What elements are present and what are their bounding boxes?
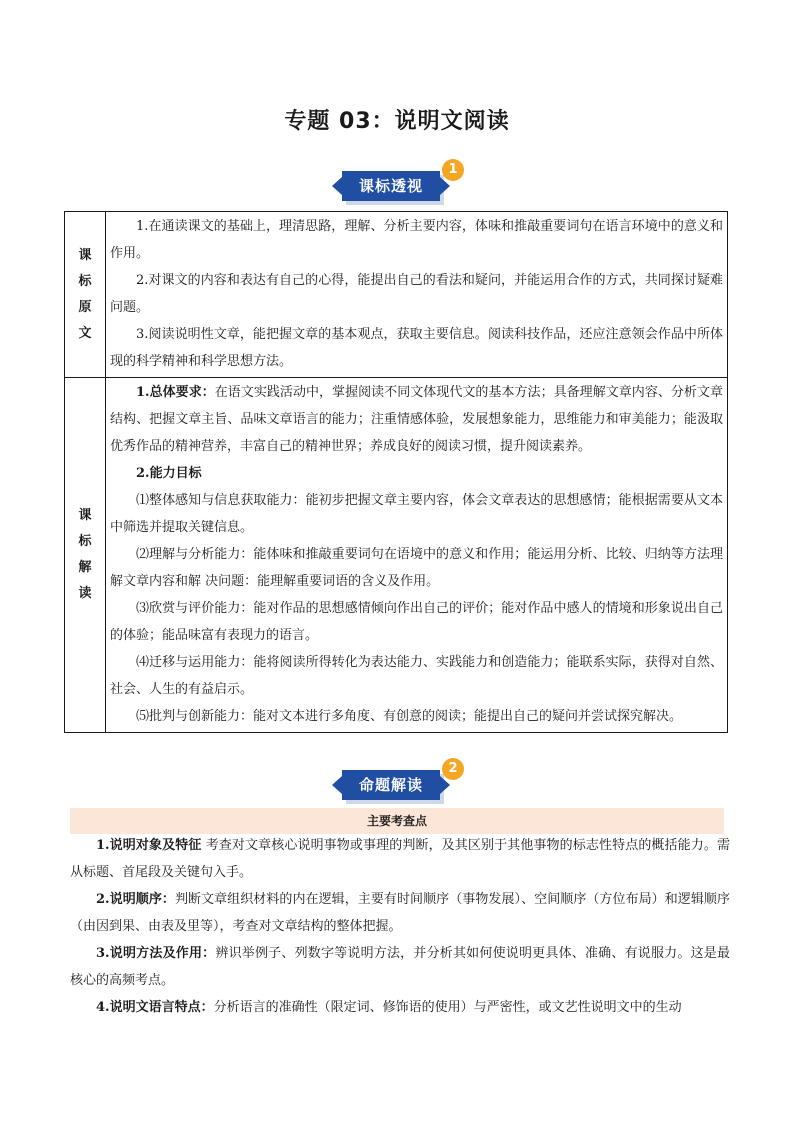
section-badge-2 bbox=[342, 761, 462, 804]
label-char: 文 bbox=[78, 325, 92, 341]
table-row bbox=[65, 212, 728, 378]
section-badge-2-number: 2 bbox=[442, 758, 464, 780]
key-point-text: 辨识举例子、列数字等说明方法，并分析其如何使说明更具体、准确、有说服力。这是最核心的高频考点。 bbox=[70, 946, 730, 988]
ability-item: ⑸批判与创新能力：能对文本进行多角度、有创意的阅读；能提出自己的疑问并尝试探究解决。 bbox=[136, 709, 683, 724]
key-point-title: 1.说明对象及特征 bbox=[96, 838, 202, 853]
page-title: 专题 03：说明文阅读 bbox=[284, 109, 510, 134]
ability-item: ⑶欣赏与评价能力：能对作品的思想感情倾向作出自己的评价；能对作品中感人的情境和形象说出自己的体验；能品味富有表现力的语言。 bbox=[110, 601, 723, 643]
paragraph-text: 在语文实践活动中，掌握阅读不同文体现代文的基本方法；具备理解文章内容、分析文章结构、把握文章主旨、品味文章语言的能力；注重情感体验，发展想象能力，思维能力和审美能力；能汲取优秀作品的精神营养，丰富自己的精神世界；养成良好的阅读习惯，提升阅读素养。 bbox=[110, 385, 723, 454]
key-point-title: 4.说明文语言特点： bbox=[96, 1000, 214, 1015]
key-point-text: 考查对文章核心说明事物或事理的判断，及其区别于其他事物的标志性特点的概括能力。需从标题、首尾段及关键句入手。 bbox=[70, 838, 730, 880]
section-badge-1-number: 1 bbox=[442, 159, 464, 181]
ability-item: ⑵理解与分析能力：能体味和推敲重要词句在语境中的意义和作用；能运用分析、比较、归纳等方法理解文章内容和解 决问题：能理解重要词语的含义及作用。 bbox=[110, 547, 723, 589]
label-char: 原 bbox=[78, 299, 92, 315]
section-badge-1 bbox=[342, 162, 462, 205]
curriculum-table bbox=[64, 211, 728, 733]
row-content-interpretation bbox=[106, 378, 728, 733]
ability-item: ⑷迁移与运用能力：能将阅读所得转化为表达能力、实践能力和创造能力；能联系实际，获得对自然、社会、人生的有益启示。 bbox=[110, 655, 723, 697]
row-content-original bbox=[106, 212, 728, 378]
label-char: 标 bbox=[78, 534, 92, 549]
label-char: 课 bbox=[78, 247, 92, 263]
key-point bbox=[70, 940, 730, 994]
paragraph: 1.在通读课文的基础上，理清思路，理解、分析主要内容，体味和推敲重要词句在语言环境中的意义和作用。 bbox=[110, 219, 723, 261]
key-point-text: 判断文章组织材料的内在逻辑，主要有时间顺序（事物发展）、空间顺序（方位布局）和逻辑顺序（由因到果、由表及里等），考查对文章结构的整体把握。 bbox=[70, 892, 730, 934]
label-char: 标 bbox=[78, 273, 92, 289]
paragraph: 2.对课文的内容和表达有自己的心得，能提出自己的看法和疑问，并能运用合作的方式，共同探讨疑难问题。 bbox=[110, 273, 723, 315]
key-points-header: 主要考查点 bbox=[70, 808, 724, 834]
label-char: 读 bbox=[78, 586, 92, 601]
label-char: 课 bbox=[78, 508, 92, 523]
key-point bbox=[70, 832, 730, 886]
paragraph bbox=[110, 379, 723, 460]
key-points-list bbox=[70, 832, 730, 1021]
row-label-original bbox=[65, 212, 106, 378]
key-point-text: 分析语言的准确性（限定词、修饰语的使用）与严密性，或文艺性说明文中的生动 bbox=[213, 1000, 682, 1015]
key-point bbox=[70, 886, 730, 940]
label-char: 解 bbox=[78, 560, 92, 575]
section-badge-2-label: 命题解读 bbox=[342, 770, 440, 800]
section-badge-1-label: 课标透视 bbox=[342, 171, 440, 201]
key-point-title: 3.说明方法及作用： bbox=[96, 946, 216, 961]
key-point-title: 2.说明顺序： bbox=[96, 892, 175, 907]
paragraph: 3.阅读说明性文章，能把握文章的基本观点，获取主要信息。阅读科技作品，还应注意领会作品中所体现的科学精神和科学思想方法。 bbox=[110, 327, 723, 369]
key-point bbox=[70, 994, 730, 1021]
paragraph-heading: 1.总体要求： bbox=[136, 385, 215, 400]
table-row bbox=[65, 378, 728, 733]
paragraph-heading: 2.能力目标 bbox=[136, 466, 202, 481]
row-label-interpretation bbox=[65, 378, 106, 733]
ability-item: ⑴整体感知与信息获取能力：能初步把握文章主要内容，体会文章表达的思想感情；能根据需要从文本中筛选并提取关键信息。 bbox=[110, 493, 723, 535]
